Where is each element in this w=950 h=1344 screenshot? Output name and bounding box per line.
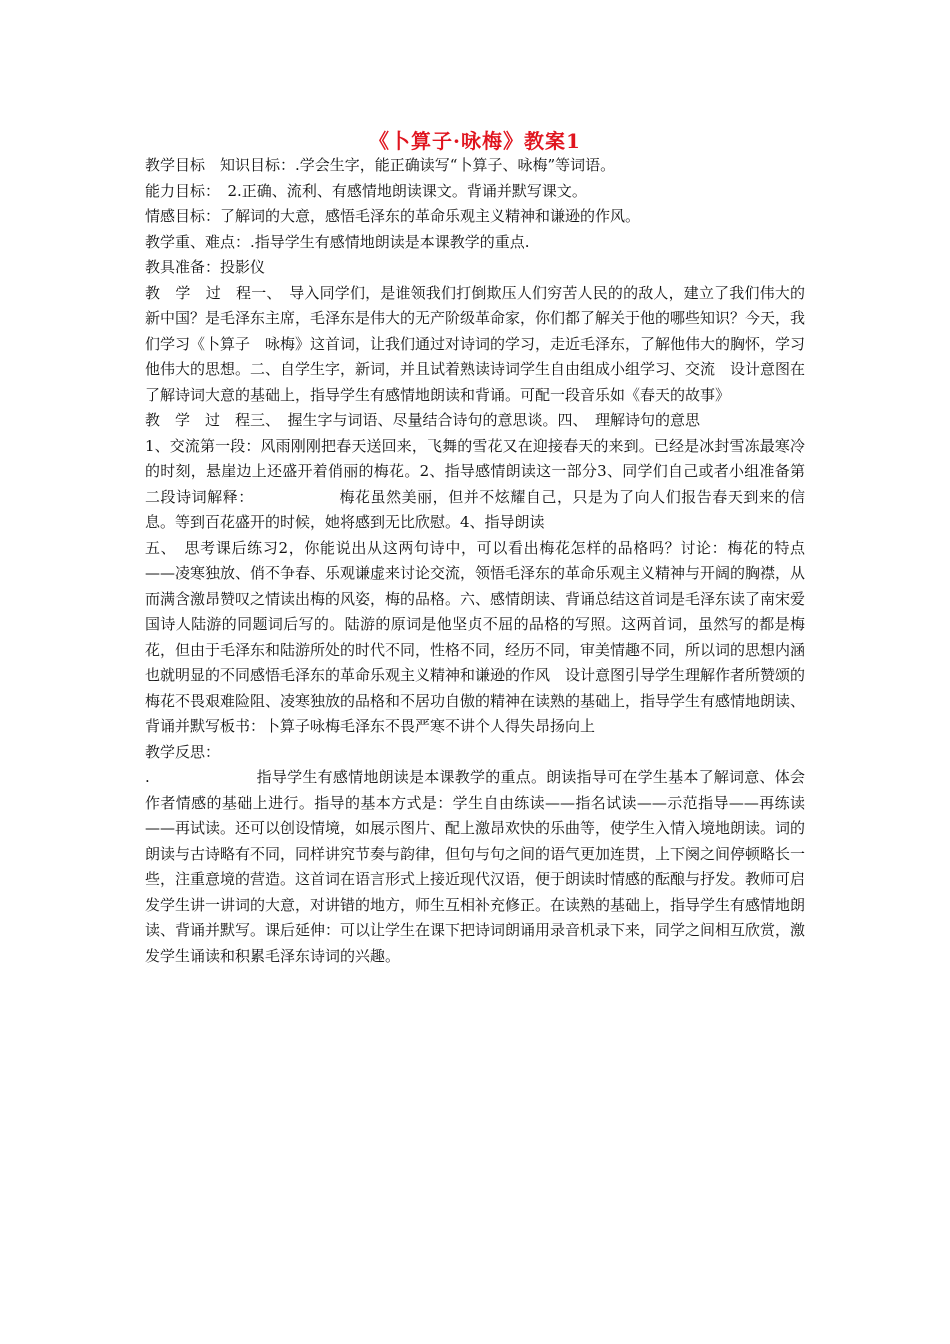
objective-emotion-line: 情感目标：了解词的大意，感悟毛泽东的革命乐观主义精神和谦逊的作风。 [145,207,641,225]
process-part-one-paragraph: 教 学 过 程一、 导入同学们，是谁领我们打倒欺压人们穷苦人民的的敌人，建立了我们伟大的新中国？是毛泽东主席，毛泽东是伟大的无产阶级革命家，你们都了解关于他的哪些知识？今天，我们学习《卜算子 咏梅》这首词，让我们通过对诗词的学习，走近毛泽东，了解他伟大的胸怀，学习他伟大的思想。二、自学生字，新词，并且试着熟读诗词学生自由组成小组学习、交流 设计意图在了解诗词大意的基础上，指导学生有感情地朗读和背诵。可配一段音乐如《春天的故事》 [145,283,806,404]
objective-ability-line: 能力目标： 2.正确、流利、有感情地朗读课文。背诵并默写课文。 [145,181,587,200]
document-body [145,153,805,969]
process-part-three-line: 教 学 过 程三、 握生字与词语、尽量结合诗句的意思谈。四、 理解诗句的意思 [145,411,701,429]
teaching-aids-line: 教具准备：投影仪 [145,258,266,276]
reflection-heading: 教学反思： [145,742,221,761]
process-part-five-paragraph: 五、 思考课后练习2，你能说出从这两句诗中，可以看出梅花怎样的品格吗？讨论：梅花的特点——凌寒独放、俏不争春、乐观谦虚来讨论交流，领悟毛泽东的革命乐观主义精神与开阔的胸襟，从而满含激昂赞叹之情读出梅的风姿，梅的品格。六、感情朗读、背诵总结这首词是毛泽东读了南宋爱国诗人陆游的同题词后写的。陆游的原词是他坚贞不屈的品格的写照。这两首词，虽然写的都是梅花，但由于毛泽东和陆游所处的时代不同，性格不同，经历不同，审美情趣不同，所以词的思想内涵也就明显的不同感悟毛泽东的革命乐观主义精神和谦逊的作风 设计意图引导学生理解作者所赞颂的梅花不畏艰难险阻、凌寒独放的品格和不居功自傲的精神在读熟的基础上，指导学生有感情地朗读、背诵并默写板书：卜算子咏梅毛泽东不畏严寒不讲个人得失昂扬向上 [145,538,806,735]
key-difficulty-line: 教学重、难点：.指导学生有感情地朗读是本课教学的重点. [145,232,530,251]
reflection-paragraph: . 指导学生有感情地朗读是本课教学的重点。朗读指导可在学生基本了解词意、体会作者情感的基础上进行。指导的基本方式是：学生自由练读——指名试读——示范指导——再练读——再试读。还可以创设情境，如展示图片、配上激昂欢快的乐曲等，使学生入情入境地朗读。词的朗读与古诗略有不同，同样讲究节奏与韵律，但句与句之间的语气更加连贯，上下阕之间停顿略长一些，注重意境的营造。这首词在语言形式上接近现代汉语，便于朗读时情感的酝酿与抒发。教师可启发学生讲一讲词的大意，对讲错的地方，师生互相补充修正。在读熟的基础上，指导学生有感情地朗读、背诵并默写。课后延伸：可以让学生在课下把诗词朗诵用录音机录下来，同学之间相互欣赏，激发学生诵读和积累毛泽东诗词的兴趣。 [145,768,806,965]
document-title: 《卜算子·咏梅》教案1 [369,129,581,153]
stanza-exchange-paragraph: 1、交流第一段：风雨刚刚把春天送回来，飞舞的雪花又在迎接春天的来到。已经是冰封雪冻最寒冷的时刻，悬崖边上还盛开着俏丽的梅花。2、指导感情朗读这一部分3、同学们自己或者小组准备第二段诗词解释： 梅花虽然美丽，但并不炫耀自己，只是为了向人们报告春天到来的信息。等到百花盛开的时候，她将感到无比欣慰。4、指导朗读 [145,436,805,531]
objective-knowledge-line: 教学目标 知识目标：.学会生字，能正确读写“卜算子、咏梅”等词语。 [145,156,616,174]
